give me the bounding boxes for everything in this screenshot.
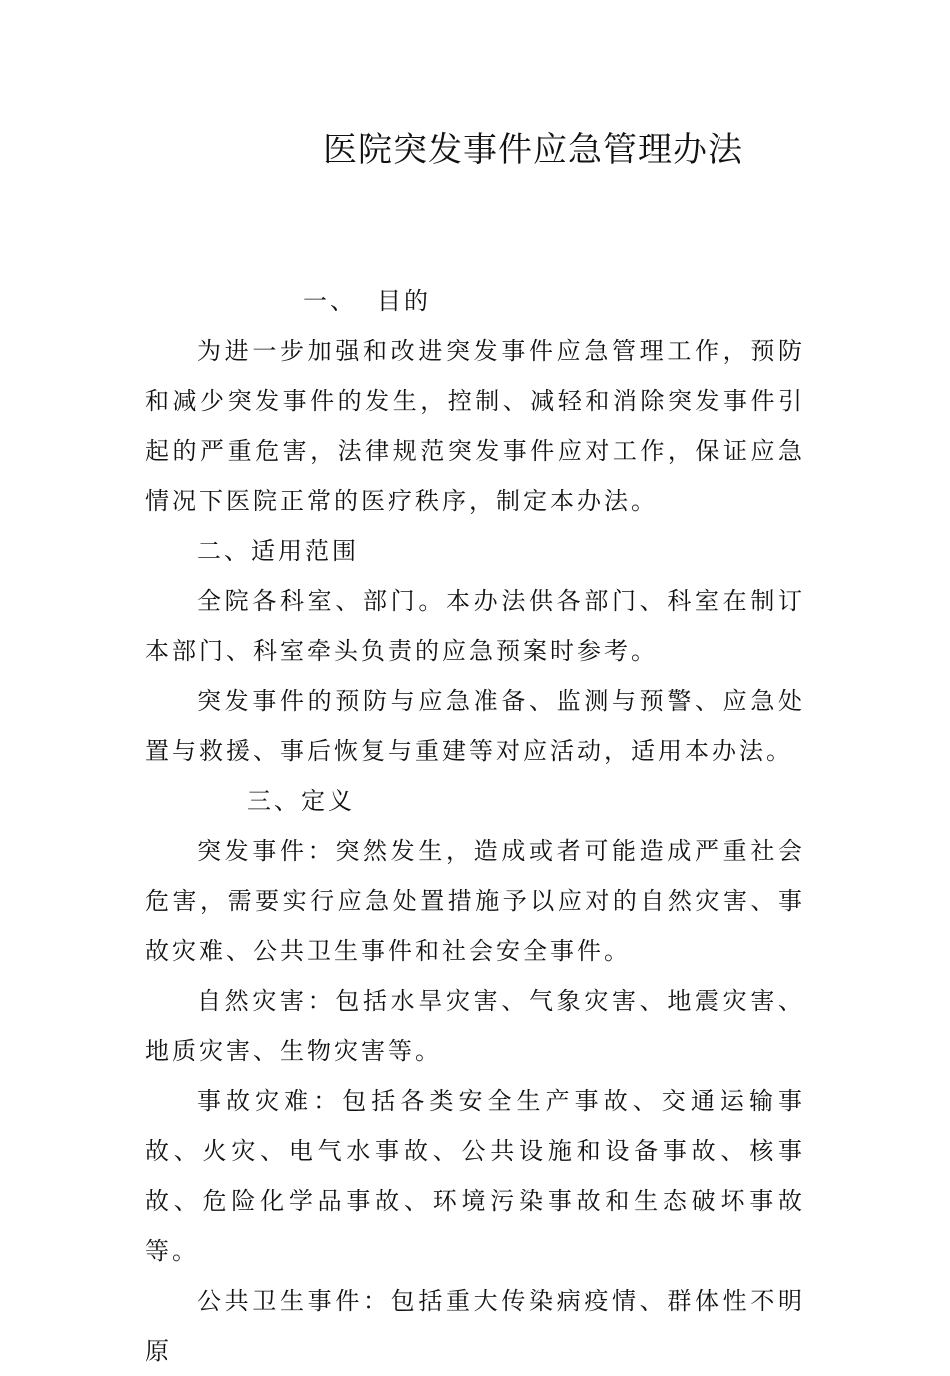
paragraph: 为进一步加强和改进突发事件应急管理工作，预防和减少突发事件的发生，控制、减轻和消除突发事件引起的严重危害，法律规范突发事件应对工作，保证应急情况下医院正常的医疗秩序，制定本办法。 [145, 337, 805, 515]
paragraph: 全院各科室、部门。本办法供各部门、科室在制订本部门、科室牵头负责的应急预案时参考。 [145, 587, 805, 665]
document-body [145, 276, 805, 1376]
paragraph: 自然灾害：包括水旱灾害、气象灾害、地震灾害、地质灾害、生物灾害等。 [145, 987, 805, 1065]
document-title: 医院突发事件应急管理办法 [323, 130, 743, 170]
paragraph: 突发事件：突然发生，造成或者可能造成严重社会危害，需要实行应急处置措施予以应对的自然灾害、事故灾难、公共卫生事件和社会安全事件。 [145, 837, 805, 965]
paragraph: 突发事件的预防与应急准备、监测与预警、应急处置与救援、事后恢复与重建等对应活动，适用本办法。 [145, 687, 805, 765]
section-title: 目的 [377, 287, 431, 315]
section-heading-scope: 二、适用范围 [197, 537, 359, 565]
paragraph: 事故灾难：包括各类安全生产事故、交通运输事故、火灾、电气水事故、公共设施和设备事故、核事故、危险化学品事故、环境污染事故和生态破坏事故等。 [145, 1087, 805, 1265]
section-heading-purpose [145, 276, 805, 326]
section-number: 一、 [303, 287, 357, 315]
section-heading-definition: 三、定义 [247, 787, 355, 815]
paragraph: 公共卫生事件：包括重大传染病疫情、群体性不明原 [145, 1287, 805, 1365]
